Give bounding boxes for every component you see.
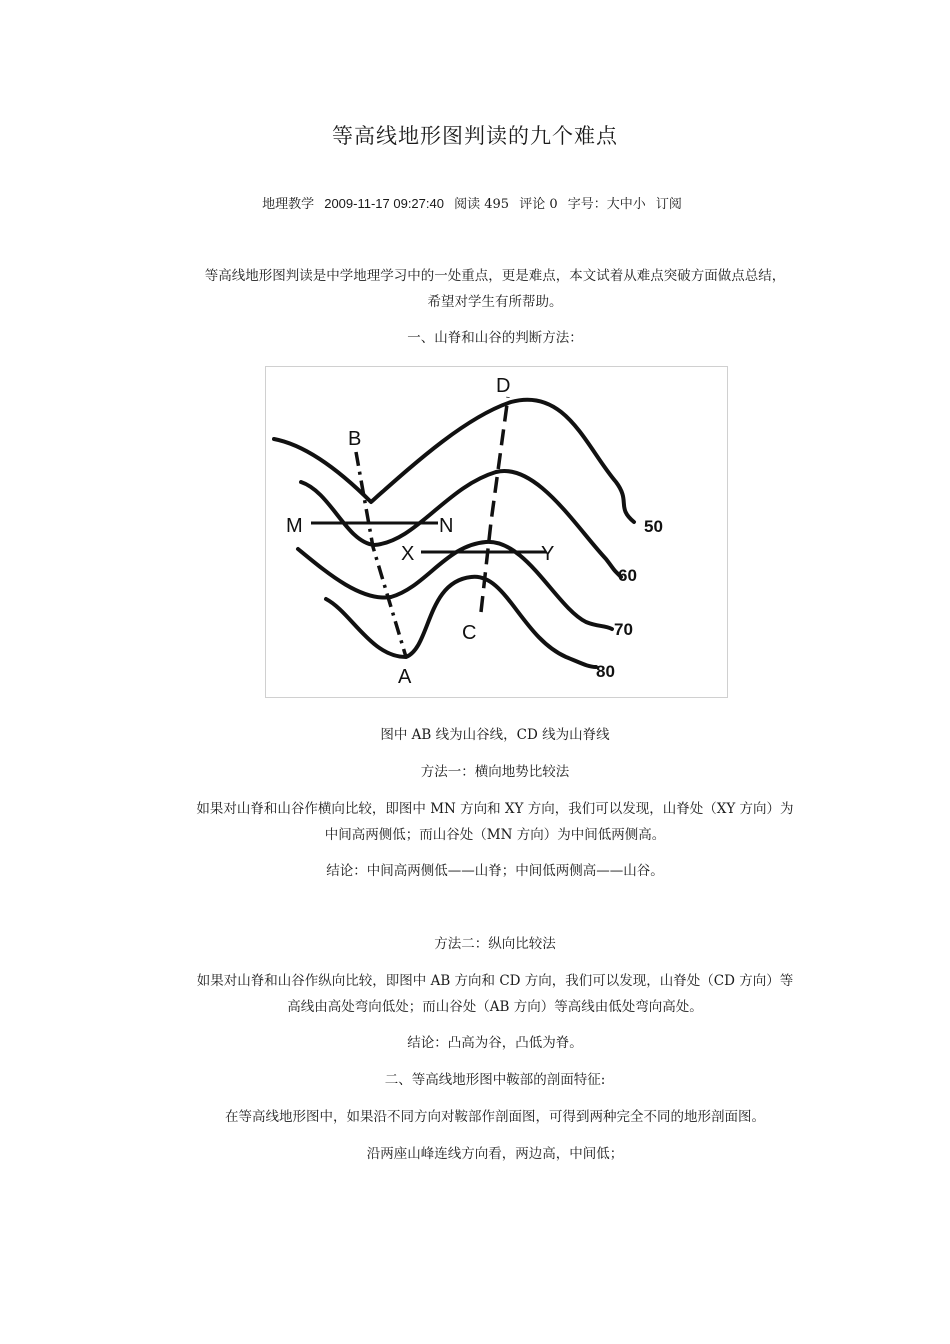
section-2-note: 沿两座山峰连线方向看，两边高，中间低； (366, 1146, 624, 1162)
label-a: A (398, 666, 412, 688)
method-2-heading: 方法二：纵向比较法 (434, 936, 556, 952)
article-meta (0, 193, 950, 212)
method-2-line-1: 如果对山脊和山谷作纵向比较，即图中 AB 方向和 CD 方向，我们可以发现，山脊处（CD 方向）等 (196, 973, 794, 989)
label-y: Y (541, 543, 555, 565)
method-1-paragraph (170, 796, 820, 848)
meta-datetime: 2009-11-17 09:27:40 (324, 196, 444, 211)
conclusion-2: 结论：凸高为谷，凸低为脊。 (407, 1035, 583, 1051)
ridge-line-cd (481, 397, 508, 612)
meta-comments[interactable]: 评论 0 (519, 197, 558, 212)
method-1-line-2: 中间高两侧低；而山谷处（MN 方向）为中间低两侧高。 (324, 827, 666, 843)
contour-label-70: 70 (614, 620, 633, 639)
meta-subscribe[interactable]: 订阅 (655, 197, 682, 212)
label-b: B (348, 428, 362, 450)
figure-caption: 图中 AB 线为山谷线，CD 线为山脊线 (380, 727, 610, 743)
label-d: D (496, 375, 511, 397)
contour-label-60: 60 (618, 566, 637, 585)
contour-map (266, 367, 727, 697)
section-1-heading: 一、山脊和山谷的判断方法： (407, 330, 583, 346)
label-x: X (401, 543, 415, 565)
meta-fontsize[interactable]: 字号：大中小 (567, 197, 646, 212)
meta-category[interactable]: 地理教学 (262, 197, 315, 212)
section-2-paragraph: 在等高线地形图中，如果沿不同方向对鞍部作剖面图，可得到两种完全不同的地形剖面图。 (225, 1109, 765, 1125)
contour-label-50: 50 (644, 517, 663, 536)
page-title: 等高线地形图判读的九个难点 (332, 124, 618, 148)
label-c: C (462, 622, 477, 644)
method-1-heading: 方法一：横向地势比较法 (420, 764, 570, 780)
label-n: N (439, 515, 454, 537)
method-2-paragraph (170, 968, 820, 1020)
method-2-line-2: 高线由高处弯向低处；而山谷处（AB 方向）等高线由低处弯向高处。 (287, 999, 703, 1015)
method-1-line-1: 如果对山脊和山谷作横向比较，即图中 MN 方向和 XY 方向，我们可以发现，山脊处（XY 方向）为 (196, 801, 794, 817)
meta-reads: 阅读 495 (454, 197, 510, 212)
contour-map-figure (265, 366, 728, 698)
valley-line-ab (356, 452, 406, 657)
contour-line-80 (326, 577, 596, 667)
intro-paragraph (170, 263, 820, 315)
label-m: M (286, 515, 303, 537)
contour-label-80: 80 (596, 662, 615, 681)
intro-line-2: 希望对学生有所帮助。 (427, 294, 563, 310)
intro-line-1: 等高线地形图判读是中学地理学习中的一处重点，更是难点，本文试着从难点突破方面做点总结， (204, 268, 786, 284)
conclusion-1: 结论：中间高两侧低——山脊；中间低两侧高——山谷。 (326, 863, 664, 879)
section-2-heading: 二、等高线地形图中鞍部的剖面特征: (384, 1072, 606, 1088)
